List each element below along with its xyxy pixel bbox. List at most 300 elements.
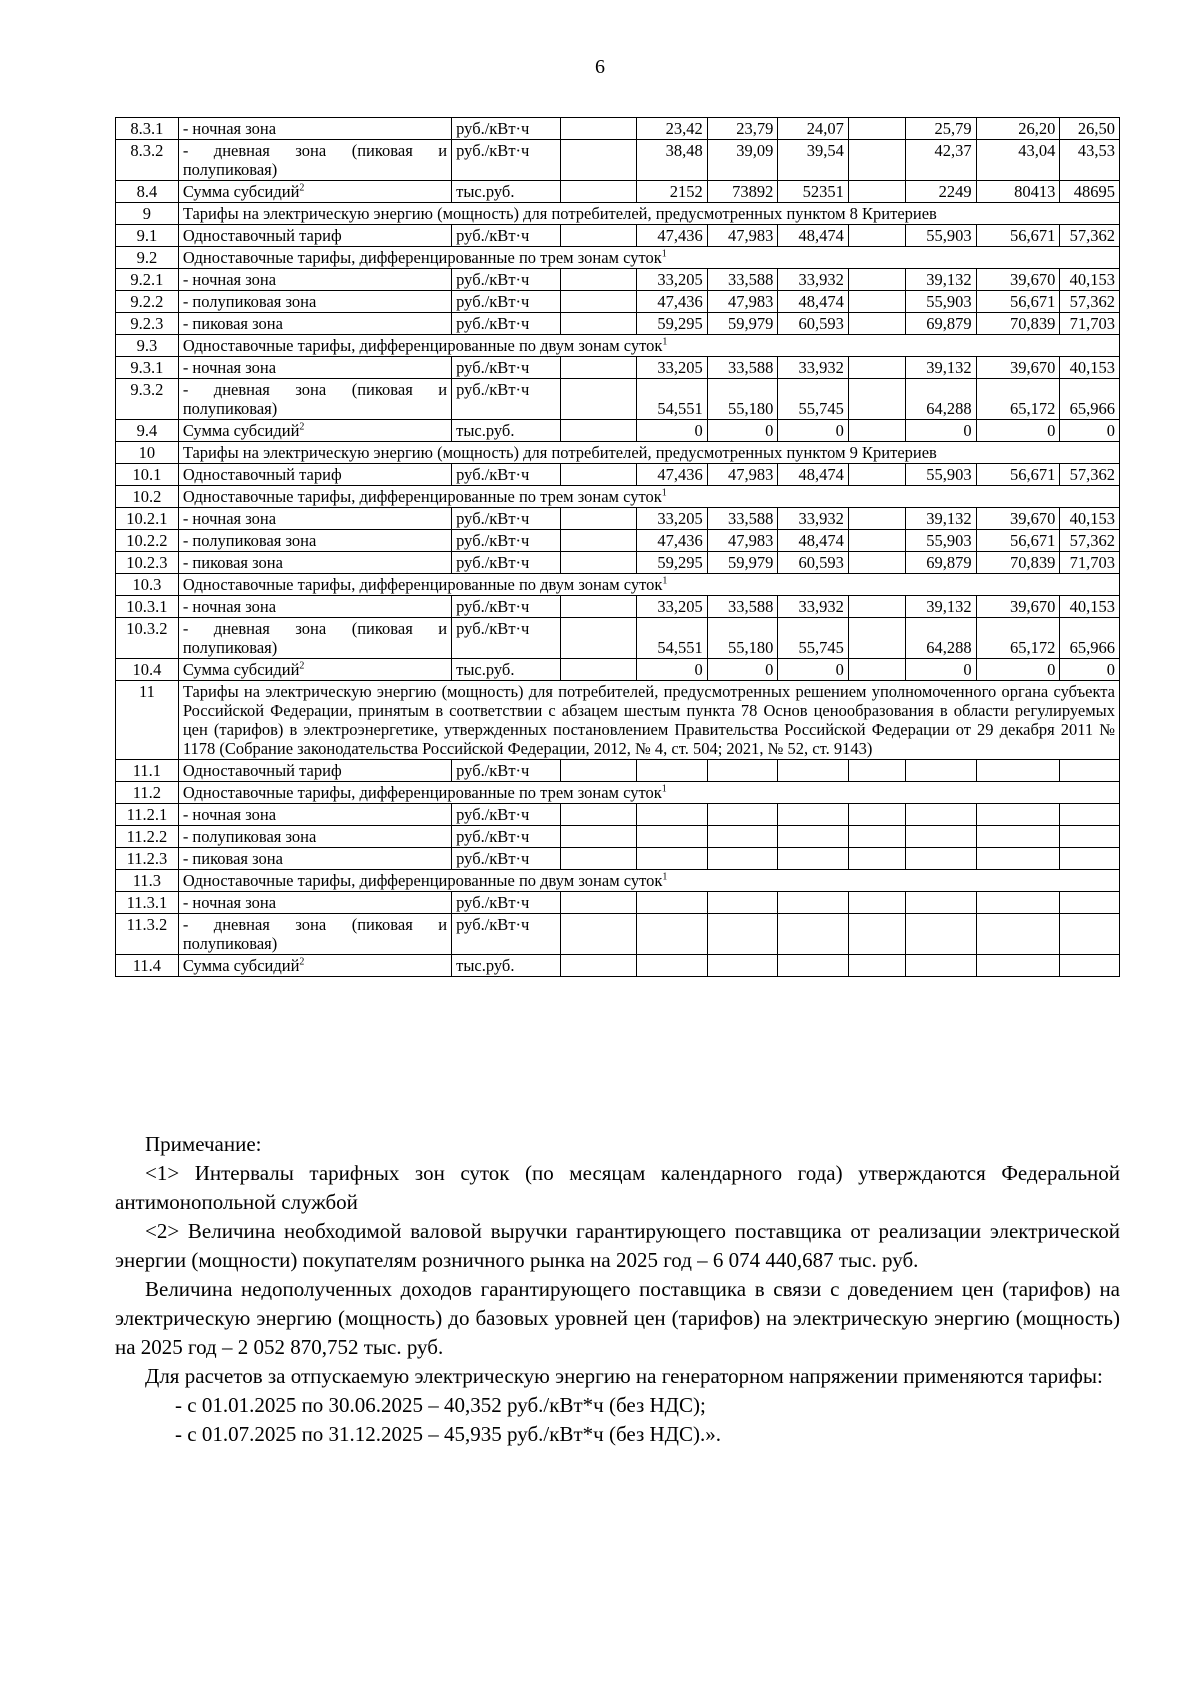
value-cell: 55,903 — [906, 464, 977, 486]
row-name — [178, 269, 451, 291]
value-cell: 39,670 — [976, 596, 1060, 618]
value-cell: 57,362 — [1060, 464, 1120, 486]
value-cell: 33,205 — [637, 508, 708, 530]
value-cell: 80413 — [976, 181, 1060, 203]
value-cell — [848, 181, 905, 203]
table-row — [116, 826, 1120, 848]
value-cell — [561, 892, 637, 914]
table-row — [116, 140, 1120, 181]
value-cell — [976, 826, 1060, 848]
value-cell: 39,132 — [906, 596, 977, 618]
row-name-text: Сумма субсидий — [182, 182, 300, 201]
notes-section — [115, 1130, 1120, 1449]
value-cell — [637, 826, 708, 848]
value-cell: 40,153 — [1060, 357, 1120, 379]
row-unit: руб./кВт·ч — [452, 552, 561, 574]
row-name-text: - ночная зона — [182, 597, 277, 616]
row-name-text: - полупиковая зона — [182, 292, 317, 311]
value-cell: 55,180 — [707, 618, 778, 659]
value-cell — [976, 848, 1060, 870]
value-cell — [561, 596, 637, 618]
value-cell — [1060, 914, 1120, 955]
row-name-text: - пиковая зона — [182, 314, 283, 333]
value-cell: 47,436 — [637, 225, 708, 247]
row-name — [178, 313, 451, 335]
row-number: 11.1 — [116, 760, 179, 782]
value-cell: 48,474 — [778, 464, 849, 486]
value-cell: 71,703 — [1060, 313, 1120, 335]
row-unit: руб./кВт·ч — [452, 508, 561, 530]
section-title — [178, 486, 1119, 508]
value-cell: 54,551 — [637, 618, 708, 659]
row-number: 9.2.1 — [116, 269, 179, 291]
row-name-text: - дневная зона (пиковая и полупиковая) — [182, 619, 448, 657]
value-cell: 60,593 — [778, 552, 849, 574]
value-cell — [906, 914, 977, 955]
row-name — [178, 552, 451, 574]
table-row — [116, 313, 1120, 335]
row-name — [178, 914, 451, 955]
value-cell: 33,932 — [778, 269, 849, 291]
table-row — [116, 618, 1120, 659]
value-cell — [848, 269, 905, 291]
row-name — [178, 659, 451, 681]
footnote-ref: 1 — [662, 336, 668, 348]
value-cell: 33,588 — [707, 508, 778, 530]
value-cell — [906, 848, 977, 870]
value-cell — [848, 848, 905, 870]
value-cell: 33,588 — [707, 269, 778, 291]
value-cell: 55,903 — [906, 291, 977, 313]
value-cell — [561, 760, 637, 782]
row-unit: руб./кВт·ч — [452, 269, 561, 291]
value-cell: 65,966 — [1060, 379, 1120, 420]
row-number: 11.4 — [116, 955, 179, 977]
value-cell: 57,362 — [1060, 291, 1120, 313]
section-title-text: Тарифы на электрическую энергию (мощность) для потребителей, предусмотренных решением уполномоченного органа субъекта Российской Федерации, принятым в соответствии с абзацем шестым пункта 78 Основ ценообразования в области регулируемых цен (тарифов) в электроэнергетике, утвержденных постановлением Правительства Российской Федерации от 29 декабря 2011 № 1178 (Собрание законодательства Российской Федерации, 2012, № 4, ст. 504; 2021, № 52, ст. 9143) — [182, 682, 1115, 758]
value-cell: 43,04 — [976, 140, 1060, 181]
value-cell — [561, 420, 637, 442]
value-cell — [637, 892, 708, 914]
value-cell: 48,474 — [778, 225, 849, 247]
value-cell: 55,903 — [906, 530, 977, 552]
section-title-text: Одноставочные тарифы, дифференцированные по трем зонам суток — [182, 248, 662, 267]
row-name-text: - ночная зона — [182, 509, 277, 528]
row-number: 11 — [116, 681, 179, 760]
value-cell — [976, 955, 1060, 977]
value-cell — [848, 118, 905, 140]
value-cell: 60,593 — [778, 313, 849, 335]
row-unit: руб./кВт·ч — [452, 291, 561, 313]
value-cell — [561, 225, 637, 247]
value-cell: 0 — [778, 420, 849, 442]
value-cell: 57,362 — [1060, 225, 1120, 247]
row-unit: руб./кВт·ч — [452, 892, 561, 914]
value-cell: 48,474 — [778, 291, 849, 313]
footnote-ref: 2 — [299, 182, 305, 194]
row-number: 11.3.1 — [116, 892, 179, 914]
table-row — [116, 914, 1120, 955]
value-cell — [707, 955, 778, 977]
value-cell — [778, 804, 849, 826]
tariff-table — [115, 117, 1120, 977]
value-cell: 43,53 — [1060, 140, 1120, 181]
row-number: 9.2.3 — [116, 313, 179, 335]
value-cell — [707, 804, 778, 826]
row-name — [178, 804, 451, 826]
row-name-text: Одноставочный тариф — [182, 465, 342, 484]
value-cell: 54,551 — [637, 379, 708, 420]
value-cell — [848, 618, 905, 659]
value-cell: 47,436 — [637, 464, 708, 486]
row-number: 10.3.2 — [116, 618, 179, 659]
value-cell: 57,362 — [1060, 530, 1120, 552]
row-name-text: Одноставочный тариф — [182, 761, 342, 780]
value-cell: 40,153 — [1060, 269, 1120, 291]
value-cell — [848, 464, 905, 486]
row-number: 11.2.1 — [116, 804, 179, 826]
row-number: 9 — [116, 203, 179, 225]
row-name — [178, 892, 451, 914]
value-cell: 33,588 — [707, 596, 778, 618]
value-cell: 2152 — [637, 181, 708, 203]
table-section-row — [116, 203, 1120, 225]
value-cell: 69,879 — [906, 552, 977, 574]
value-cell: 0 — [637, 420, 708, 442]
section-title-text: Одноставочные тарифы, дифференцированные по двум зонам суток — [182, 871, 663, 890]
value-cell: 65,172 — [976, 618, 1060, 659]
value-cell — [637, 914, 708, 955]
value-cell — [707, 892, 778, 914]
value-cell: 0 — [906, 659, 977, 681]
row-number: 9.3.1 — [116, 357, 179, 379]
row-unit: руб./кВт·ч — [452, 140, 561, 181]
row-name — [178, 118, 451, 140]
value-cell: 52351 — [778, 181, 849, 203]
row-name-text: Одноставочный тариф — [182, 226, 342, 245]
section-title-text: Одноставочные тарифы, дифференцированные по трем зонам суток — [182, 487, 662, 506]
row-unit: руб./кВт·ч — [452, 804, 561, 826]
footnote-ref: 1 — [661, 248, 667, 260]
value-cell — [906, 892, 977, 914]
value-cell — [778, 955, 849, 977]
footnote-ref: 1 — [661, 783, 667, 795]
value-cell — [976, 892, 1060, 914]
footnote-2: <2> Величина необходимой валовой выручки гарантирующего поставщика от реализации электрической энергии (мощности) покупателям розничного рынка на 2025 год – 6 074 440,687 тыс. руб. — [115, 1219, 1120, 1272]
row-number: 10.2.2 — [116, 530, 179, 552]
value-cell: 73892 — [707, 181, 778, 203]
value-cell: 40,153 — [1060, 508, 1120, 530]
row-name — [178, 618, 451, 659]
value-cell — [906, 804, 977, 826]
table-row — [116, 892, 1120, 914]
value-cell: 56,671 — [976, 464, 1060, 486]
row-name-text: - полупиковая зона — [182, 827, 317, 846]
value-cell — [1060, 826, 1120, 848]
value-cell — [561, 291, 637, 313]
row-number: 10.1 — [116, 464, 179, 486]
section-title — [178, 574, 1119, 596]
table-row — [116, 379, 1120, 420]
table-row — [116, 464, 1120, 486]
table-section-row — [116, 574, 1120, 596]
row-name-text: - пиковая зона — [182, 553, 283, 572]
value-cell: 70,839 — [976, 552, 1060, 574]
value-cell: 55,745 — [778, 379, 849, 420]
row-name-text: - ночная зона — [182, 805, 277, 824]
value-cell — [637, 955, 708, 977]
table-row — [116, 804, 1120, 826]
row-unit: руб./кВт·ч — [452, 848, 561, 870]
value-cell: 59,979 — [707, 552, 778, 574]
value-cell: 56,671 — [976, 530, 1060, 552]
table-row — [116, 269, 1120, 291]
value-cell — [561, 508, 637, 530]
row-name — [178, 760, 451, 782]
value-cell: 39,670 — [976, 508, 1060, 530]
row-unit: руб./кВт·ч — [452, 914, 561, 955]
value-cell: 70,839 — [976, 313, 1060, 335]
row-name — [178, 464, 451, 486]
value-cell: 69,879 — [906, 313, 977, 335]
value-cell — [637, 804, 708, 826]
tariff-table-body — [116, 118, 1120, 977]
value-cell: 0 — [1060, 659, 1120, 681]
row-name-text: - пиковая зона — [182, 849, 283, 868]
value-cell: 39,09 — [707, 140, 778, 181]
row-name-text: Сумма субсидий — [182, 421, 300, 440]
value-cell: 0 — [707, 420, 778, 442]
table-row — [116, 659, 1120, 681]
row-unit: тыс.руб. — [452, 659, 561, 681]
row-number: 8.3.2 — [116, 140, 179, 181]
value-cell: 23,79 — [707, 118, 778, 140]
value-cell: 33,205 — [637, 357, 708, 379]
value-cell: 42,37 — [906, 140, 977, 181]
row-name-text: - ночная зона — [182, 270, 277, 289]
table-section-row — [116, 681, 1120, 760]
row-number: 9.4 — [116, 420, 179, 442]
value-cell: 47,436 — [637, 291, 708, 313]
row-number: 9.3.2 — [116, 379, 179, 420]
table-section-row — [116, 335, 1120, 357]
value-cell: 38,48 — [637, 140, 708, 181]
value-cell — [848, 530, 905, 552]
table-row — [116, 291, 1120, 313]
value-cell: 33,932 — [778, 596, 849, 618]
value-cell: 23,42 — [637, 118, 708, 140]
value-cell: 59,295 — [637, 552, 708, 574]
section-title — [178, 681, 1119, 760]
section-title-text: Одноставочные тарифы, дифференцированные по трем зонам суток — [182, 783, 662, 802]
value-cell — [1060, 804, 1120, 826]
table-row — [116, 357, 1120, 379]
value-cell: 48,474 — [778, 530, 849, 552]
value-cell — [561, 552, 637, 574]
value-cell: 59,979 — [707, 313, 778, 335]
row-number: 11.2 — [116, 782, 179, 804]
row-unit: тыс.руб. — [452, 181, 561, 203]
tariff-period-item-2: - с 01.07.2025 по 31.12.2025 – 45,935 руб./кВт*ч (без НДС).». — [175, 1422, 721, 1446]
value-cell — [778, 914, 849, 955]
row-name — [178, 955, 451, 977]
value-cell: 24,07 — [778, 118, 849, 140]
value-cell: 64,288 — [906, 379, 977, 420]
value-cell: 0 — [906, 420, 977, 442]
row-number: 9.2.2 — [116, 291, 179, 313]
section-title — [178, 203, 1119, 225]
row-name — [178, 291, 451, 313]
value-cell — [848, 659, 905, 681]
table-section-row — [116, 442, 1120, 464]
value-cell: 0 — [707, 659, 778, 681]
row-number: 11.2.2 — [116, 826, 179, 848]
row-unit: тыс.руб. — [452, 955, 561, 977]
value-cell: 48695 — [1060, 181, 1120, 203]
row-number: 10.2.3 — [116, 552, 179, 574]
section-title — [178, 782, 1119, 804]
value-cell: 56,671 — [976, 225, 1060, 247]
value-cell: 40,153 — [1060, 596, 1120, 618]
value-cell: 71,703 — [1060, 552, 1120, 574]
value-cell — [976, 760, 1060, 782]
value-cell — [976, 804, 1060, 826]
row-name-text: Сумма субсидий — [182, 660, 300, 679]
table-row — [116, 552, 1120, 574]
row-name — [178, 181, 451, 203]
table-row — [116, 225, 1120, 247]
row-number: 9.3 — [116, 335, 179, 357]
value-cell — [848, 552, 905, 574]
value-cell: 65,966 — [1060, 618, 1120, 659]
value-cell — [707, 848, 778, 870]
value-cell: 0 — [637, 659, 708, 681]
value-cell — [848, 357, 905, 379]
row-number: 8.3.1 — [116, 118, 179, 140]
value-cell — [561, 118, 637, 140]
row-name-text: - ночная зона — [182, 119, 277, 138]
value-cell — [561, 313, 637, 335]
row-unit: руб./кВт·ч — [452, 760, 561, 782]
value-cell — [778, 760, 849, 782]
value-cell: 55,180 — [707, 379, 778, 420]
row-number: 11.2.3 — [116, 848, 179, 870]
row-number: 10.2.1 — [116, 508, 179, 530]
value-cell — [1060, 848, 1120, 870]
row-number: 10.4 — [116, 659, 179, 681]
row-unit: тыс.руб. — [452, 420, 561, 442]
row-name — [178, 225, 451, 247]
value-cell — [561, 181, 637, 203]
value-cell — [1060, 955, 1120, 977]
tariff-period-item-1: - с 01.01.2025 по 30.06.2025 – 40,352 руб./кВт*ч (без НДС); — [175, 1393, 706, 1417]
generator-voltage-paragraph: Для расчетов за отпускаемую электрическую энергию на генераторном напряжении применяются тарифы: — [145, 1364, 1103, 1388]
row-name — [178, 379, 451, 420]
row-unit: руб./кВт·ч — [452, 596, 561, 618]
lost-income-paragraph: Величина недополученных доходов гарантирующего поставщика в связи с доведением цен (тарифов) на электрическую энергию (мощность) до базовых уровней цен (тарифов) на электрическую энергию (мощность) на 2025 год – 2 052 870,752 тыс. руб. — [115, 1277, 1120, 1359]
value-cell: 47,983 — [707, 291, 778, 313]
row-name-text: - ночная зона — [182, 358, 277, 377]
value-cell: 59,295 — [637, 313, 708, 335]
value-cell: 39,132 — [906, 508, 977, 530]
row-number: 9.2 — [116, 247, 179, 269]
value-cell — [848, 313, 905, 335]
row-name — [178, 508, 451, 530]
notes-title: Примечание: — [145, 1132, 262, 1156]
table-row — [116, 848, 1120, 870]
row-name-text: Сумма субсидий — [182, 956, 300, 975]
row-name-text: - дневная зона (пиковая и полупиковая) — [182, 915, 448, 953]
value-cell — [561, 618, 637, 659]
table-row — [116, 118, 1120, 140]
footnote-ref: 2 — [299, 660, 305, 672]
row-name — [178, 596, 451, 618]
section-title — [178, 247, 1119, 269]
value-cell — [707, 826, 778, 848]
value-cell — [848, 596, 905, 618]
value-cell: 33,205 — [637, 269, 708, 291]
row-unit: руб./кВт·ч — [452, 618, 561, 659]
value-cell — [848, 379, 905, 420]
value-cell: 39,54 — [778, 140, 849, 181]
value-cell: 47,983 — [707, 225, 778, 247]
value-cell: 0 — [1060, 420, 1120, 442]
row-number: 10.3 — [116, 574, 179, 596]
row-number: 10.3.1 — [116, 596, 179, 618]
footnote-ref: 2 — [299, 421, 305, 433]
footnote-ref: 1 — [661, 487, 667, 499]
value-cell — [906, 760, 977, 782]
row-unit: руб./кВт·ч — [452, 225, 561, 247]
value-cell — [848, 955, 905, 977]
value-cell — [561, 269, 637, 291]
value-cell — [707, 914, 778, 955]
row-name-text: - дневная зона (пиковая и полупиковая) — [182, 380, 448, 418]
value-cell — [561, 659, 637, 681]
row-name — [178, 848, 451, 870]
value-cell — [906, 826, 977, 848]
value-cell — [976, 914, 1060, 955]
value-cell — [848, 508, 905, 530]
value-cell — [778, 892, 849, 914]
value-cell: 33,588 — [707, 357, 778, 379]
row-unit: руб./кВт·ч — [452, 118, 561, 140]
row-number: 9.1 — [116, 225, 179, 247]
row-unit: руб./кВт·ч — [452, 357, 561, 379]
value-cell: 55,903 — [906, 225, 977, 247]
value-cell: 47,983 — [707, 464, 778, 486]
row-unit: руб./кВт·ч — [452, 464, 561, 486]
value-cell: 33,932 — [778, 508, 849, 530]
row-name — [178, 420, 451, 442]
value-cell: 65,172 — [976, 379, 1060, 420]
row-name — [178, 357, 451, 379]
value-cell — [561, 826, 637, 848]
value-cell — [637, 848, 708, 870]
value-cell: 47,436 — [637, 530, 708, 552]
row-number: 11.3 — [116, 870, 179, 892]
value-cell — [848, 892, 905, 914]
page-number: 6 — [595, 56, 605, 78]
value-cell: 39,132 — [906, 357, 977, 379]
section-title-text: Одноставочные тарифы, дифференцированные по двум зонам суток — [182, 575, 663, 594]
value-cell — [561, 357, 637, 379]
row-name — [178, 530, 451, 552]
value-cell: 47,983 — [707, 530, 778, 552]
row-unit: руб./кВт·ч — [452, 530, 561, 552]
value-cell — [561, 955, 637, 977]
row-unit: руб./кВт·ч — [452, 313, 561, 335]
